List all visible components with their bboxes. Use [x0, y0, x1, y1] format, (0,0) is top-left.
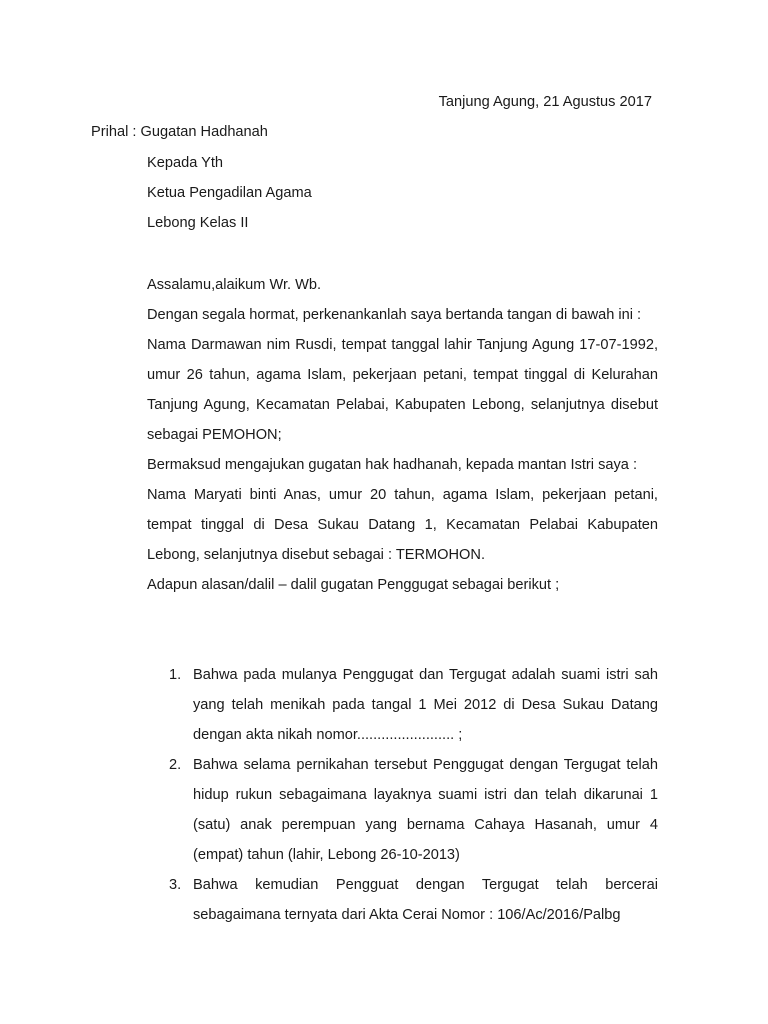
recipient-line-2: Ketua Pengadilan Agama — [147, 185, 312, 201]
list-item — [169, 660, 658, 750]
subject-separator: : — [132, 124, 137, 140]
list-item-text: Bahwa kemudian Pengguat dengan Tergugat telah bercerai sebagaimana ternyata dari Akta Cerai Nomor : 106/Ac/2016/Palbg — [193, 877, 658, 923]
intro-paragraph: Dengan segala hormat, perkenankanlah saya bertanda tangan di bawah ini : — [147, 307, 642, 323]
recipient-line-3: Lebong Kelas II — [147, 215, 249, 231]
letter-date: Tanjung Agung, 21 Agustus 2017 — [438, 94, 652, 110]
list-item-text: Bahwa pada mulanya Penggugat dan Tergugat adalah suami istri sah yang telah menikah pada tangal 1 Mei 2012 di Desa Sukau Datang dengan akta nikah nomor........................ ; — [193, 667, 658, 743]
list-item — [169, 870, 658, 930]
letter-body — [147, 270, 658, 600]
list-item-text: Bahwa selama pernikahan tersebut Penggugat dengan Tergugat telah hidup rukun sebagaimana layaknya suami istri dan telah dikarunai 1 (satu) anak perempuan yang bernama Cahaya Hasanah, umur 4 (empat) tahun (lahir, Lebong 26-10-2013) — [193, 757, 658, 863]
reasons-intro: Adapun alasan/dalil – dalil gugatan Penggugat sebagai berikut ; — [147, 577, 560, 593]
list-item-number: 2. — [169, 757, 182, 773]
subject-value: Gugatan Hadhanah — [140, 124, 268, 140]
subject-label: Prihal — [91, 124, 129, 140]
list-item-number: 3. — [169, 877, 182, 893]
greeting: Assalamu,alaikum Wr. Wb. — [147, 277, 322, 293]
purpose-paragraph: Bermaksud mengajukan gugatan hak hadhanah, kepada mantan Istri saya : — [147, 457, 638, 473]
list-item — [169, 750, 658, 870]
subject-line — [91, 120, 268, 144]
respondent-paragraph: Nama Maryati binti Anas, umur 20 tahun, agama Islam, pekerjaan petani, tempat tinggal di Desa Sukau Datang 1, Kecamatan Pelabai Kabupaten Lebong, selanjutnya disebut sebagai : TERMOHON. — [147, 487, 658, 563]
applicant-paragraph: Nama Darmawan nim Rusdi, tempat tanggal lahir Tanjung Agung 17-07-1992, umur 26 tahun, agama Islam, pekerjaan petani, tempat tinggal di Kelurahan Tanjung Agung, Kecamatan Pelabai, Kabupaten Lebong, selanjutnya disebut sebagai PEMOHON; — [147, 337, 658, 443]
reasons-list — [169, 660, 658, 930]
recipient-line-1: Kepada Yth — [147, 155, 224, 171]
list-item-number: 1. — [169, 667, 182, 683]
